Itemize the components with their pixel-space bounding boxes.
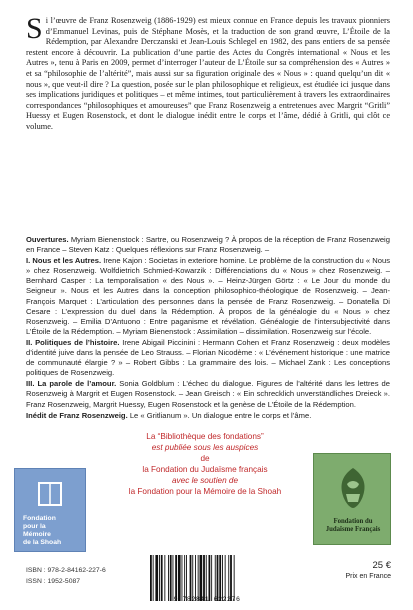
barcode-bar	[200, 555, 203, 601]
barcode-bar	[215, 555, 216, 601]
barcode-bar	[168, 555, 169, 601]
barcode-bar	[155, 555, 158, 601]
contents-section	[26, 235, 390, 255]
section-body: Irene Kajon : Societas in exteriore homine. Le problème de la construction du « Nous » chez Rosenzweig. Wolfdietrich Schmied-Kowarzik : Différenciations du « Nous » chez Rosenzweig. – Bernhard Casper : La temporalisation « des Nous ». – Heinz-Jürgen Görtz : « Le Jour du monde du Seigneur ». Nous et les Autres dans la conception philosophico-théologique de Rosenzweig. – Jean-François Marquet : L’articulation des personnes dans la pensée de Franz Rosenzweig. – Donatella Di Cesare : L’expression du duel dans la Rédemption. À propos de la généalogie du « Nous » chez Rosenzweig. – Emilia D’Antuono : Entre paganisme et révélation. Généalogie de l’intersubjectivité dans L’Étoile de la Rédemption. – Myriam Bienenstock : Assimilation – dissimilation. Rosenzweig sur l’école.	[26, 256, 390, 336]
barcode-bar	[178, 555, 181, 601]
barcode-bar	[164, 555, 165, 601]
logo-text: pour la	[23, 523, 46, 530]
barcode-bar	[173, 555, 174, 601]
barcode-bar	[190, 555, 192, 601]
foundation-mark-icon	[35, 479, 65, 509]
foundation-line: de	[200, 453, 210, 463]
price-amount: 25 €	[372, 560, 391, 571]
logo-text: de la Shoah	[23, 539, 62, 546]
barcode-bar	[234, 555, 235, 601]
lion-emblem-icon	[332, 464, 374, 512]
contents-section	[26, 256, 390, 337]
intro-paragraph	[26, 12, 390, 133]
section-heading: Inédit de Franz Rosenzweig.	[26, 410, 128, 420]
barcode-bar	[186, 555, 187, 601]
drop-cap: S	[26, 12, 43, 45]
section-heading: III. La parole de l’amour.	[26, 379, 117, 389]
price-block	[345, 560, 391, 582]
barcode-bar	[195, 555, 196, 601]
barcode-bar	[159, 555, 160, 601]
shoah-foundation-logo	[14, 468, 86, 552]
barcode-bar	[198, 555, 199, 601]
section-body: Sonia Goldblum : L’échec du dialogue. Figures de l’altérité dans les lettres de Rosenzweig à Margrit et Eugen Rosenstock. – Jean Greisch : « Ein schrecklich unverständliches Dreieck ». Franz Rosenzweig, Margrit Huessy, Eugen Rosenstock et la genèse de L’Étoile de la Rédemption.	[26, 379, 390, 409]
barcode-bar	[182, 555, 183, 601]
table-of-contents	[26, 235, 390, 422]
barcode-bar	[175, 555, 177, 601]
foundation-line: est publiée sous les auspices	[151, 442, 259, 452]
barcode-bar	[153, 555, 154, 601]
judaisme-foundation-logo	[313, 453, 391, 545]
logo-text: Mémoire	[23, 531, 51, 538]
section-body: Le « Gritlianum ». Un dialogue entre le corps et l’âme.	[129, 410, 312, 420]
barcode-bar	[206, 555, 207, 601]
logo-text: Fondation	[23, 515, 56, 522]
foundation-name: la Fondation pour la Mémoire de la Shoah	[128, 486, 282, 496]
series-title: La “Bibliothèque des fondations”	[146, 432, 264, 441]
section-body: Irene Abigail Piccinini : Hermann Cohen et Franz Rosenzweig : deux modèles d’identité juive dans la pensée de Leo Strauss. – Florian Nicodème : « L’événement historique : une matrice de communauté élargie ? » – Robert Gibbs : La grammaire des lois. – Michael Zank : Les conceptions politiques de Rosenzweig.	[26, 337, 390, 378]
foundation-name: la Fondation du Judaïsme français	[142, 464, 268, 474]
barcode-bar	[222, 555, 223, 601]
foundation-notice	[110, 432, 300, 497]
contents-section	[26, 411, 390, 421]
price-note: Prix en France	[345, 573, 391, 580]
barcode-bar	[150, 555, 152, 601]
barcode-icon	[148, 555, 266, 601]
section-body: Myriam Bienenstock : Sartre, ou Rosenzweig ? À propos de la réception de Franz Rosenzweig en France – Steven Katz : Quelques réflexions sur Franz Rosenzweig. –	[26, 235, 390, 255]
barcode-bar	[230, 555, 232, 601]
barcode-bar	[192, 555, 193, 601]
barcode-number: 9 782841 622276	[173, 596, 241, 603]
section-heading: II. Politiques de l’histoire.	[26, 337, 120, 347]
barcode-bar	[217, 555, 219, 601]
barcode-bar	[219, 555, 221, 601]
barcode-bar	[209, 555, 211, 601]
section-heading: Ouvertures.	[26, 235, 69, 244]
barcode-bar	[161, 555, 163, 601]
contents-section	[26, 379, 390, 409]
issn-number: ISSN : 1952-5087	[26, 578, 81, 585]
intro-text: i l’œuvre de Franz Rosenzweig (1886-1929) est mieux connue en France depuis les travaux pionniers d’Emmanuel Levinas, puis de Stéphane Mosès, et la traduction de son grand œuvre, L’Étoile de la Rédemption, par Alexandre Derczanski et Jean-Louis Schlegel en 1982, des pans entiers de sa pensée restent encore à découvrir. La publication d’une partie des Actes du Congrès international « Nous et les Autres », tenu à Paris en 2009, permet d’interroger l’auteur de L’Étoile sur sa compréhension des « Autres » et sa “philosophie de l’altérité”, mais aussi sur sa figuration originale des « Nous » : quand quelqu’un dit « nous », que veut-il dire ? La question, posée sur le plan philosophique et religieux, est étudiée ici jusque dans ses implications juridiques et politiques – et même intimes, tout particulièrement à travers les extraordinaires correspondances “philosophiques et amoureuses” que Franz Rosenzweig a entretenues avec Margrit “Gritli” Huessy et Eugen Rosenstock, et dont le dialogue inédit entre le corps et l’âme, dédié à Gritli, qui clôt ce volume.	[26, 16, 390, 131]
barcode-bar	[203, 555, 205, 601]
contents-section	[26, 338, 390, 378]
barcode-bar	[170, 555, 172, 601]
barcode-bar	[228, 555, 229, 601]
identifier-block	[26, 565, 106, 587]
section-heading: I. Nous et les Autres.	[26, 256, 102, 266]
logo-text: Judaïsme Français	[325, 526, 381, 533]
foundation-line: avec le soutien de	[172, 475, 238, 485]
logo-text: Fondation du	[333, 518, 373, 525]
barcode-bar	[211, 555, 212, 601]
isbn-number: ISBN : 978-2-84162-227-6	[26, 567, 106, 574]
barcode-bar	[184, 555, 185, 601]
barcode-bar	[225, 555, 226, 601]
